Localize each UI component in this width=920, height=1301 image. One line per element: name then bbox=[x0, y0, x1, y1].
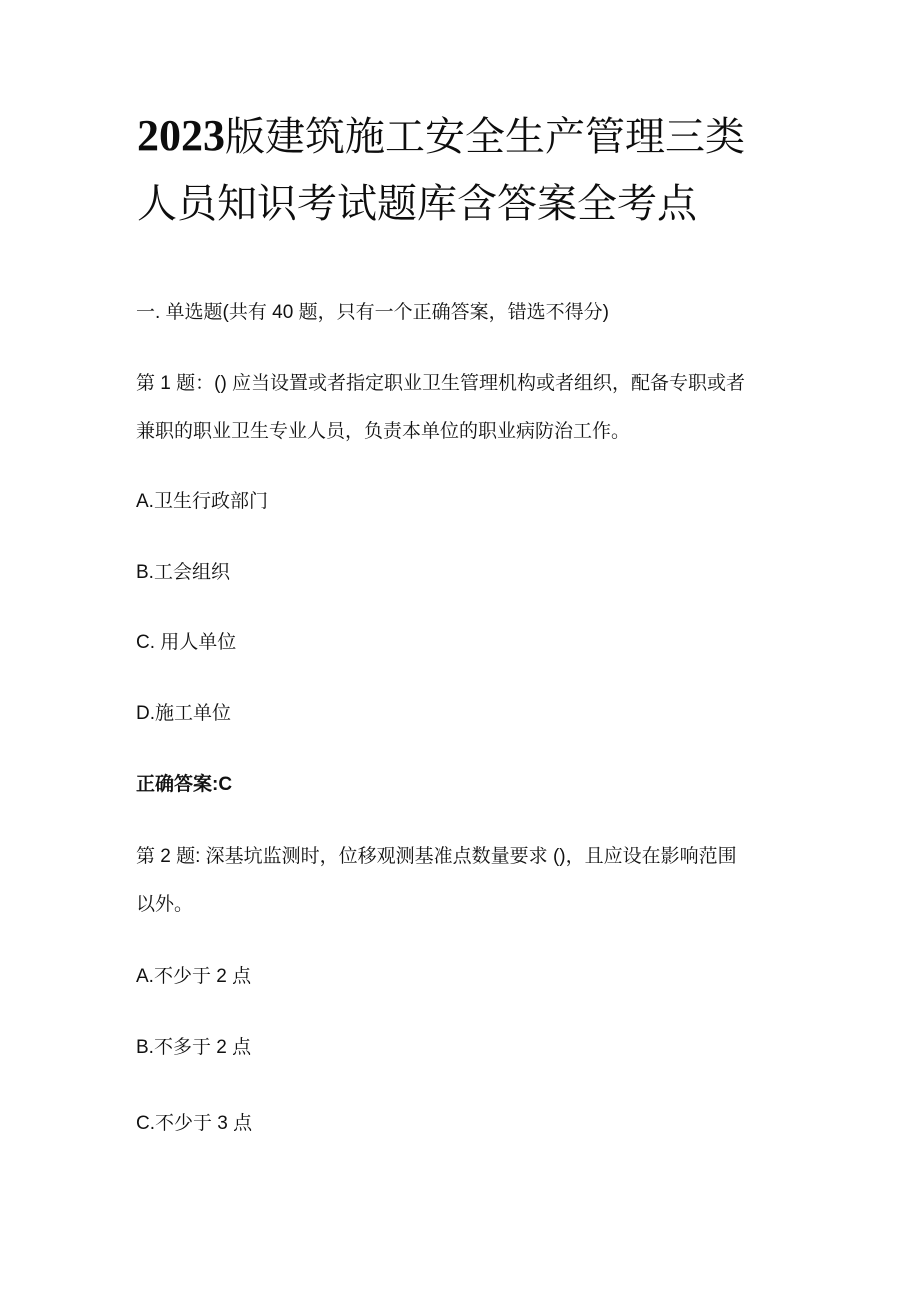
document-title-line-1 bbox=[137, 113, 797, 160]
question-1-stem-line-2: 兼职的职业卫生专业人员，负责本单位的职业病防治工作。 bbox=[136, 421, 631, 442]
section-heading: 一. 单选题(共有 40 题，只有一个正确答案，错选不得分) bbox=[136, 302, 609, 323]
question-2-stem-line-2: 以外。 bbox=[136, 894, 194, 915]
title-year: 2023 bbox=[137, 111, 225, 160]
question-1-answer: 正确答案:C bbox=[136, 774, 233, 795]
question-1-option-d: D.施工单位 bbox=[136, 703, 232, 724]
document-title-line-2: 人员知识考试题库含答案全考点 bbox=[137, 181, 697, 227]
question-1-option-c: C. 用人单位 bbox=[136, 632, 237, 653]
title-text-1: 版建筑施工安全生产管理三类 bbox=[225, 114, 745, 160]
question-2-option-a: A.不少于 2 点 bbox=[136, 966, 252, 987]
question-2-option-c: C.不少于 3 点 bbox=[136, 1113, 253, 1134]
question-1-stem-line-1: 第 1 题：() 应当设置或者指定职业卫生管理机构或者组织，配备专职或者 bbox=[136, 373, 746, 394]
question-1-option-a: A.卫生行政部门 bbox=[136, 491, 268, 512]
question-1-option-b: B.工会组织 bbox=[136, 562, 230, 583]
question-2-option-b: B.不多于 2 点 bbox=[136, 1037, 252, 1058]
question-2-stem-line-1: 第 2 题: 深基坑监测时，位移观测基准点数量要求 ()，且应设在影响范围 bbox=[136, 846, 737, 867]
